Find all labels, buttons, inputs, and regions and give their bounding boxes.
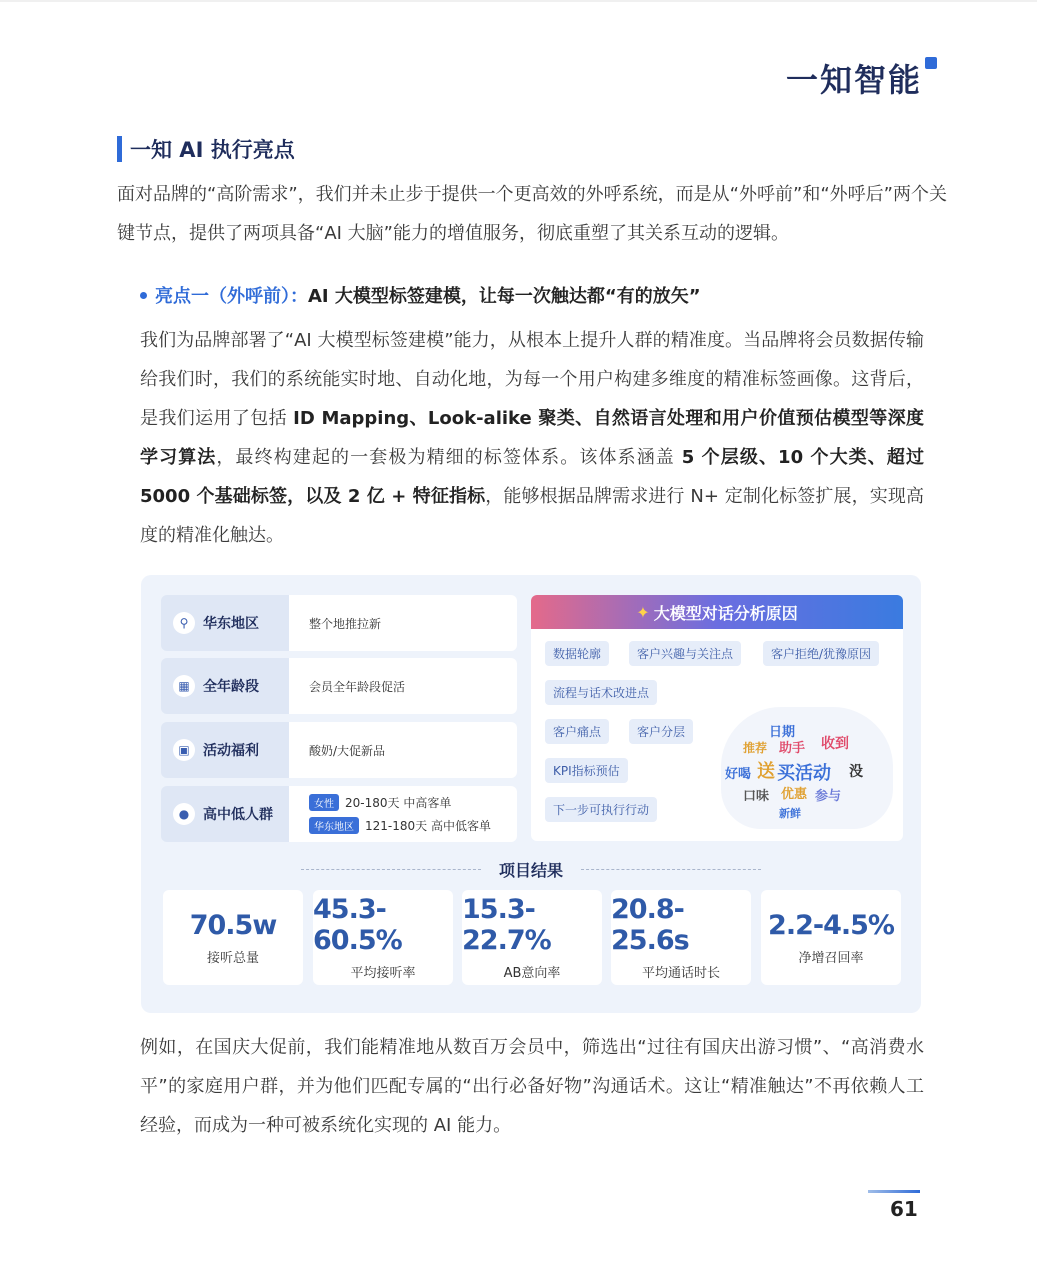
segment-value	[289, 786, 517, 842]
cloud-word: 日期	[769, 725, 796, 740]
kpi-label: 接听总量	[206, 950, 259, 966]
kpi-card	[611, 890, 751, 985]
kpi-card	[761, 890, 901, 985]
body1-bold-b: 5 个层级、10 个大类、超过 5000 个基础标签，以及 2 亿 + 特征指标	[140, 447, 924, 507]
results-title: 项目结果	[498, 861, 563, 880]
cloud-word: 没	[849, 764, 863, 780]
audience-tag: 女性	[309, 794, 339, 811]
analysis-chip: 客户分层	[629, 719, 693, 744]
segment-value: 整个地推拉新	[289, 595, 517, 651]
ai-panel-title: 大模型对话分析原因	[653, 603, 798, 623]
body1-text-b: ，最终构建起的一套极为精细的标签体系。该体系涵盖	[216, 447, 682, 468]
results-divider-right	[581, 869, 761, 870]
kpi-label: AB意向率	[503, 966, 561, 981]
kpi-value: 2.2-4.5%	[768, 909, 894, 941]
cloud-word: 优惠	[781, 787, 808, 802]
page-number-accent	[868, 1190, 920, 1193]
kpi-card	[462, 890, 602, 985]
analysis-chip: KPI指标预估	[545, 758, 628, 783]
segment-label-text: 高中低人群	[203, 807, 273, 823]
body-paragraph-1	[140, 321, 924, 555]
gift-icon: ▣	[173, 739, 195, 761]
brand-logo	[786, 55, 937, 101]
cloud-word: 口味	[743, 789, 770, 804]
intro-paragraph: 面对品牌的“高阶需求”，我们并未止步于提供一个更高效的外呼系统，而是从“外呼前”和“外呼后”两个关键节点，提供了两项具备“AI 大脑”能力的增值服务，彻底重塑了其关系互动的逻辑。	[117, 184, 947, 244]
segment-row	[161, 786, 517, 842]
segment-label	[161, 786, 289, 842]
body1-text-c: ，能够根据品牌需求进行 N+ 定制化标签扩展，实现高度的精准化触达。	[140, 486, 924, 546]
brand-mark-icon	[925, 57, 937, 69]
cloud-word: 新鲜	[779, 807, 801, 820]
kpi-value: 70.5w	[189, 909, 277, 941]
audience-tag-line	[309, 817, 491, 834]
cloud-word: 好喝	[725, 767, 752, 782]
segment-label-text: 活动福利	[203, 743, 259, 759]
cloud-word: 收到	[821, 736, 849, 752]
kpi-value: 45.3-60.5%	[313, 894, 402, 956]
title-accent-bar	[117, 136, 122, 162]
body-paragraph-2: 例如，在国庆大促前，我们能精准地从数百万会员中，筛选出“过往有国庆出游习惯”、“高消费水平”的家庭用户群，并为他们匹配专属的“出行必备好物”沟通话术。这让“精准触达”不再依赖人工经验，而成为一种可被系统化实现的 AI 能力。	[140, 1037, 924, 1136]
brand-name: 一知智能	[785, 61, 922, 99]
segment-value: 会员全年龄段促活	[289, 658, 517, 714]
top-divider	[0, 0, 1037, 2]
segment-label	[161, 595, 289, 651]
kpi-label: 平均通话时长	[641, 966, 720, 981]
people-icon: ●	[173, 803, 195, 825]
segment-label	[161, 658, 289, 714]
audience-tag-line	[309, 794, 451, 811]
cloud-word: 送	[757, 761, 775, 782]
cloud-word: 助手	[779, 741, 806, 756]
analysis-chip: 数据轮廓	[545, 641, 609, 666]
kpi-value: 20.8-25.6s	[611, 894, 689, 956]
analysis-chip: 下一步可执行行动	[545, 797, 657, 822]
section-title	[117, 134, 295, 164]
audience-tag: 华东地区	[309, 817, 359, 834]
analysis-chip: 客户痛点	[545, 719, 609, 744]
segment-label-text: 全年龄段	[203, 679, 259, 695]
kpi-label: 净增召回率	[798, 950, 864, 966]
kpi-card	[163, 890, 303, 985]
audience-tag-text: 121-180天 高中低客单	[365, 819, 491, 833]
body1-bold-a: ID Mapping、Look-alike 聚类、自然语言处理和用户价值预估模型等深度学习算法	[140, 408, 924, 468]
segment-value: 酸奶/大促新品	[289, 722, 517, 778]
sparkle-icon: ✦	[636, 602, 650, 622]
bullet-dot-icon	[140, 292, 147, 299]
page-number: 61	[890, 1197, 918, 1221]
cloud-word: 参与	[815, 789, 842, 804]
segment-row	[161, 658, 517, 714]
segment-row	[161, 722, 517, 778]
analysis-chip: 流程与话术改进点	[545, 680, 657, 705]
segment-label	[161, 722, 289, 778]
results-figure	[141, 575, 921, 1013]
highlight-title: AI 大模型标签建模，让每一次触达都“有的放矢”	[308, 286, 701, 307]
segment-label-text: 华东地区	[203, 616, 259, 632]
ai-analysis-panel	[531, 595, 903, 841]
highlight-label: 亮点一（外呼前）：	[155, 286, 308, 307]
body1-text-a: 我们为品牌部署了“AI 大模型标签建模”能力，从根本上提升人群的精准度。当品牌将会员数据传输给我们时，我们的系统能实时地、自动化地，为每一个用户构建多维度的精准标签画像。这背后，是我们运用了包括	[140, 330, 924, 429]
ai-panel-header	[531, 595, 903, 629]
calendar-icon: ▦	[173, 675, 195, 697]
analysis-chip: 客户拒绝/犹豫原因	[763, 641, 879, 666]
location-icon: ⚲	[173, 612, 195, 634]
highlight-heading	[140, 282, 701, 308]
audience-tag-text: 20-180天 中高客单	[345, 796, 452, 810]
section-title-text: 一知 AI 执行亮点	[130, 138, 295, 162]
cloud-word: 推荐	[743, 741, 768, 755]
segment-row	[161, 595, 517, 651]
analysis-chip: 客户兴趣与关注点	[629, 641, 741, 666]
kpi-label: 平均接听率	[350, 966, 416, 981]
kpi-card	[313, 890, 453, 985]
word-cloud	[721, 707, 893, 829]
cloud-word: 买活动	[777, 763, 831, 784]
kpi-value: 15.3-22.7%	[462, 894, 551, 956]
